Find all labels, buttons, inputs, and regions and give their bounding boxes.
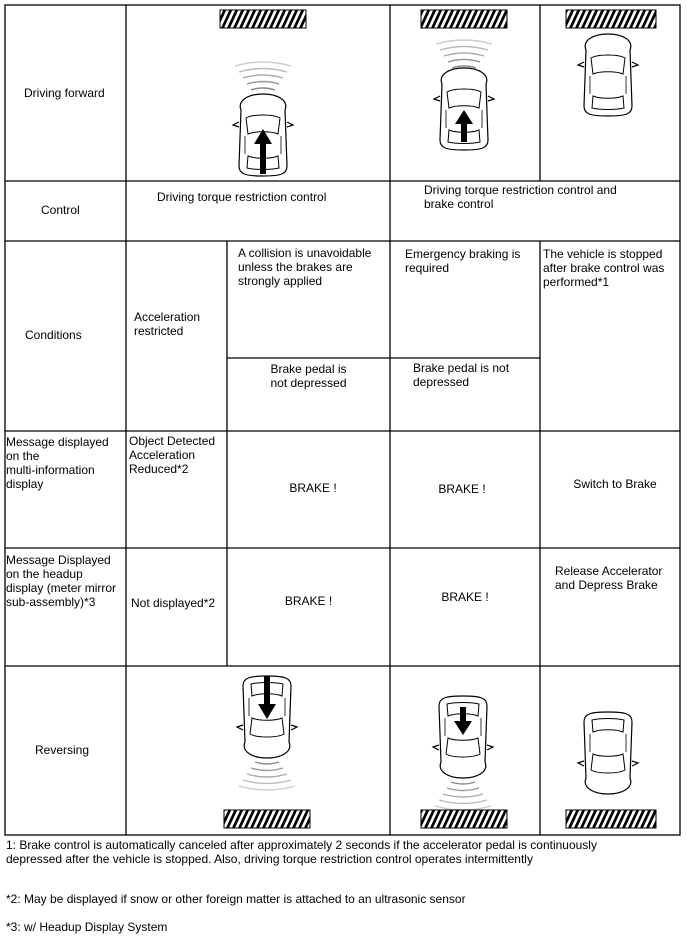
mid-switch-to-brake: Switch to Brake bbox=[573, 477, 657, 491]
footnote-1: 1: Brake control is automatically canceled after approximately 2 seconds if the accelerator pedal is continuously depressed after the vehicle is stopped. Also, driving torque restriction control operates intermittently bbox=[6, 838, 597, 866]
car-forward-1-illustration bbox=[220, 10, 306, 176]
car-forward-2-illustration bbox=[421, 10, 507, 150]
mid-object-detected: Object Detected Acceleration Reduced*2 bbox=[129, 434, 216, 476]
control-torque-brake-text: Driving torque restriction control and brake control bbox=[424, 183, 617, 211]
row-label-message-mid: Message displayed on the multi-information display bbox=[6, 435, 109, 491]
hud-brake-1: BRAKE ! bbox=[284, 594, 333, 608]
condition-vehicle-stopped: The vehicle is stopped after brake control was performed*1 bbox=[543, 247, 665, 289]
control-torque-text: Driving torque restriction control bbox=[157, 190, 327, 204]
car-reverse-2-illustration bbox=[421, 696, 507, 828]
footnote-3: *3: w/ Headup Display System bbox=[6, 920, 168, 934]
condition-collision-unavoidable: A collision is unavoidable unless the brakes are strongly applied bbox=[238, 246, 372, 288]
condition-brake-pedal-2: Brake pedal is not depressed bbox=[413, 361, 510, 389]
car-forward-3-illustration bbox=[566, 10, 656, 116]
mid-brake-1: BRAKE ! bbox=[289, 481, 337, 495]
condition-acceleration-restricted: Acceleration restricted bbox=[134, 310, 201, 338]
car-reverse-1-illustration bbox=[224, 676, 310, 828]
car-reverse-3-illustration bbox=[566, 712, 656, 828]
hud-not-displayed: Not displayed*2 bbox=[131, 596, 216, 610]
row-label-reversing: Reversing bbox=[35, 743, 90, 757]
row-label-conditions: Conditions bbox=[25, 328, 82, 342]
row-label-driving-forward: Driving forward bbox=[24, 86, 105, 100]
hud-brake-2: BRAKE ! bbox=[441, 590, 489, 604]
hud-release-accelerator: Release Accelerator and Depress Brake bbox=[555, 564, 663, 592]
mid-brake-2: BRAKE ! bbox=[438, 482, 486, 496]
row-label-control: Control bbox=[41, 203, 80, 217]
row-label-message-hud: Message Displayed on the headup display (meter mirror sub-assembly)*3 bbox=[6, 553, 117, 609]
condition-emergency-braking: Emergency braking is required bbox=[405, 247, 521, 275]
footnote-2: *2: May be displayed if snow or other foreign matter is attached to an ultrasonic sensor bbox=[6, 892, 466, 906]
condition-brake-pedal-1: Brake pedal is not depressed bbox=[270, 362, 347, 390]
